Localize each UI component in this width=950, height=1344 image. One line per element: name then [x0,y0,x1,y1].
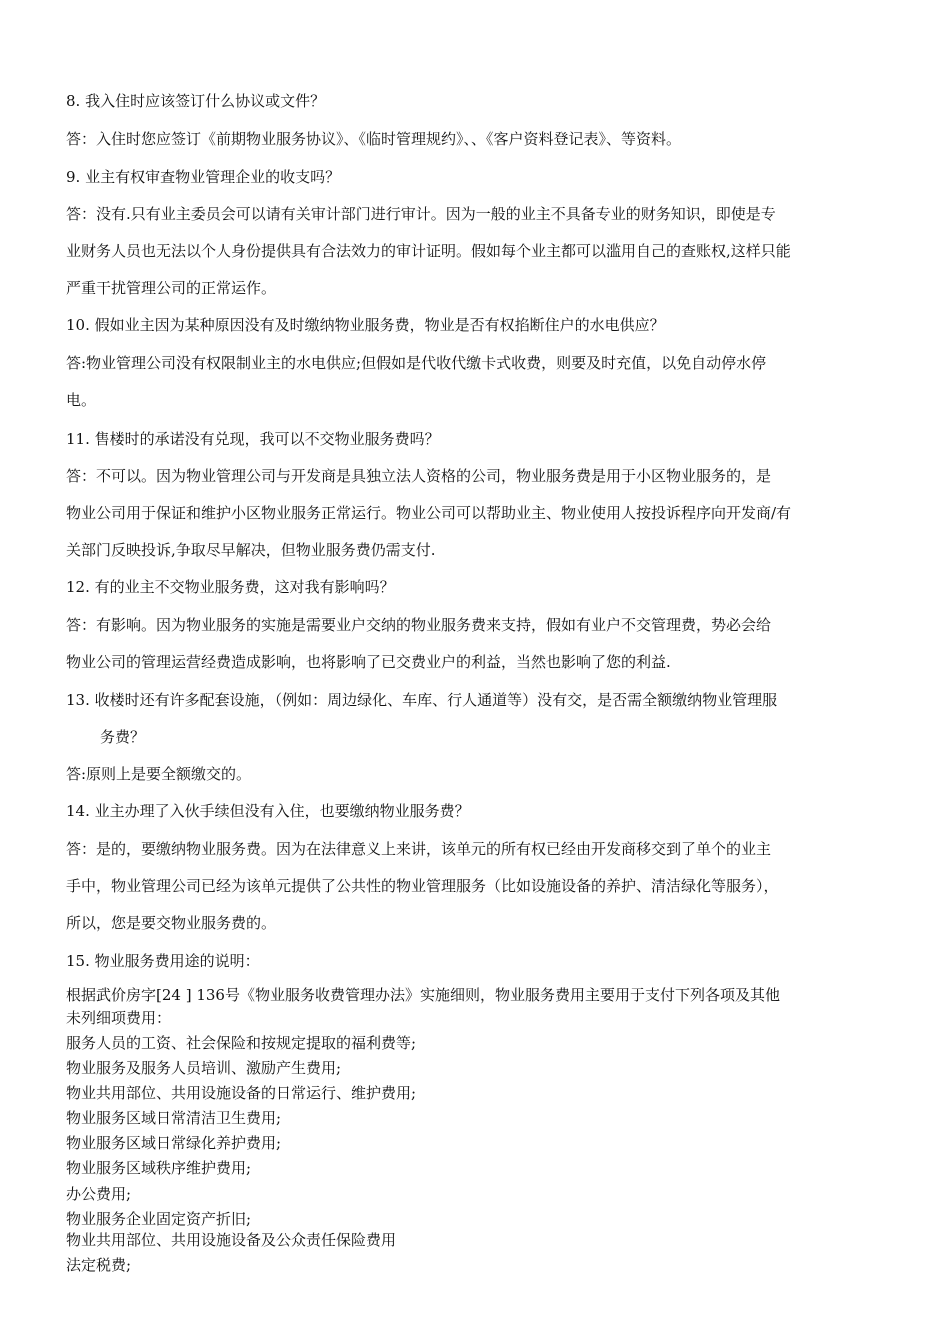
answer-14-line-3: 所以，您是要交物业服务费的。 [66,914,277,932]
cost-intro-line-1: 根据武价房字[24 ] 136号《物业服务收费管理办法》实施细则，物业服务费用主要用于支付下列各项及其他 [66,986,780,1004]
cost-item: 物业共用部位、共用设施设备的日常运行、维护费用; [66,1084,417,1102]
answer-11-line-3: 关部门反映投诉,争取尽早解决，但物业服务费仍需支付. [66,541,436,559]
question-11: 11. 售楼时的承诺没有兑现，我可以不交物业服务费吗？ [66,430,440,448]
cost-item: 物业服务企业固定资产折旧; [66,1210,252,1228]
question-8: 8. 我入住时应该签订什么协议或文件？ [66,92,326,110]
question-10: 10. 假如业主因为某种原因没有及时缴纳物业服务费，物业是否有权掐断住户的水电供应？ [66,316,665,334]
cost-item: 物业服务及服务人员培训、激励产生费用; [66,1059,342,1077]
question-13-continued: 务费？ [100,728,146,746]
cost-item: 法定税费; [66,1256,132,1274]
question-9: 9. 业主有权审查物业管理企业的收支吗？ [66,168,341,186]
question-12: 12. 有的业主不交物业服务费，这对我有影响吗？ [66,578,395,596]
question-14: 14. 业主办理了入伙手续但没有入住，也要缴纳物业服务费？ [66,802,470,820]
answer-14-line-1: 答：是的，要缴纳物业服务费。因为在法律意义上来讲，该单元的所有权已经由开发商移交到了单个的业主 [66,840,772,858]
question-13: 13. 收楼时还有许多配套设施，（例如：周边绿化、车库、行人通道等）没有交，是否需全额缴纳物业管理服 [66,691,778,709]
answer-11-line-2: 物业公司用于保证和维护小区物业服务正常运行。物业公司可以帮助业主、物业使用人按投诉程序向开发商/有 [66,504,792,522]
cost-item: 服务人员的工资、社会保险和按规定提取的福利费等; [66,1034,417,1052]
answer-10-line-1: 答:物业管理公司没有权限制业主的水电供应;但假如是代收代缴卡式收费，则要及时充值，以免自动停水停 [66,354,767,372]
question-15: 15. 物业服务费用途的说明： [66,952,260,970]
cost-item: 办公费用; [66,1185,132,1203]
cost-item: 物业服务区域日常绿化养护费用; [66,1134,282,1152]
answer-9-line-3: 严重干扰管理公司的正常运作。 [66,279,277,297]
answer-9-line-1: 答：没有.只有业主委员会可以请有关审计部门进行审计。因为一般的业主不具备专业的财务知识，即使是专 [66,205,776,223]
cost-intro-line-2: 未列细项费用： [66,1009,172,1027]
answer-10-line-2: 电。 [66,391,97,409]
answer-12-line-2: 物业公司的管理运营经费造成影响，也将影响了已交费业户的利益，当然也影响了您的利益. [66,653,671,671]
cost-item: 物业服务区域秩序维护费用; [66,1159,252,1177]
answer-12-line-1: 答：有影响。因为物业服务的实施是需要业户交纳的物业服务费来支持，假如有业户不交管理费，势必会给 [66,616,772,634]
answer-11-line-1: 答：不可以。因为物业管理公司与开发商是具独立法人资格的公司，物业服务费是用于小区物业服务的，是 [66,467,772,485]
answer-13-line-1: 答:原则上是要全额缴交的。 [66,765,252,783]
answer-14-line-2: 手中，物业管理公司已经为该单元提供了公共性的物业管理服务（比如设施设备的养护、清洁绿化等服务）， [66,877,779,895]
answer-9-line-2: 业财务人员也无法以个人身份提供具有合法效力的审计证明。假如每个业主都可以滥用自己的查账权,这样只能 [66,242,791,260]
cost-item: 物业服务区域日常清洁卫生费用; [66,1109,282,1127]
answer-8-line-1: 答：入住时您应签订《前期物业服务协议》、《临时管理规约》、、《客户资料登记表》、等资料。 [66,130,682,148]
cost-item: 物业共用部位、共用设施设备及公众责任保险费用 [66,1231,397,1249]
